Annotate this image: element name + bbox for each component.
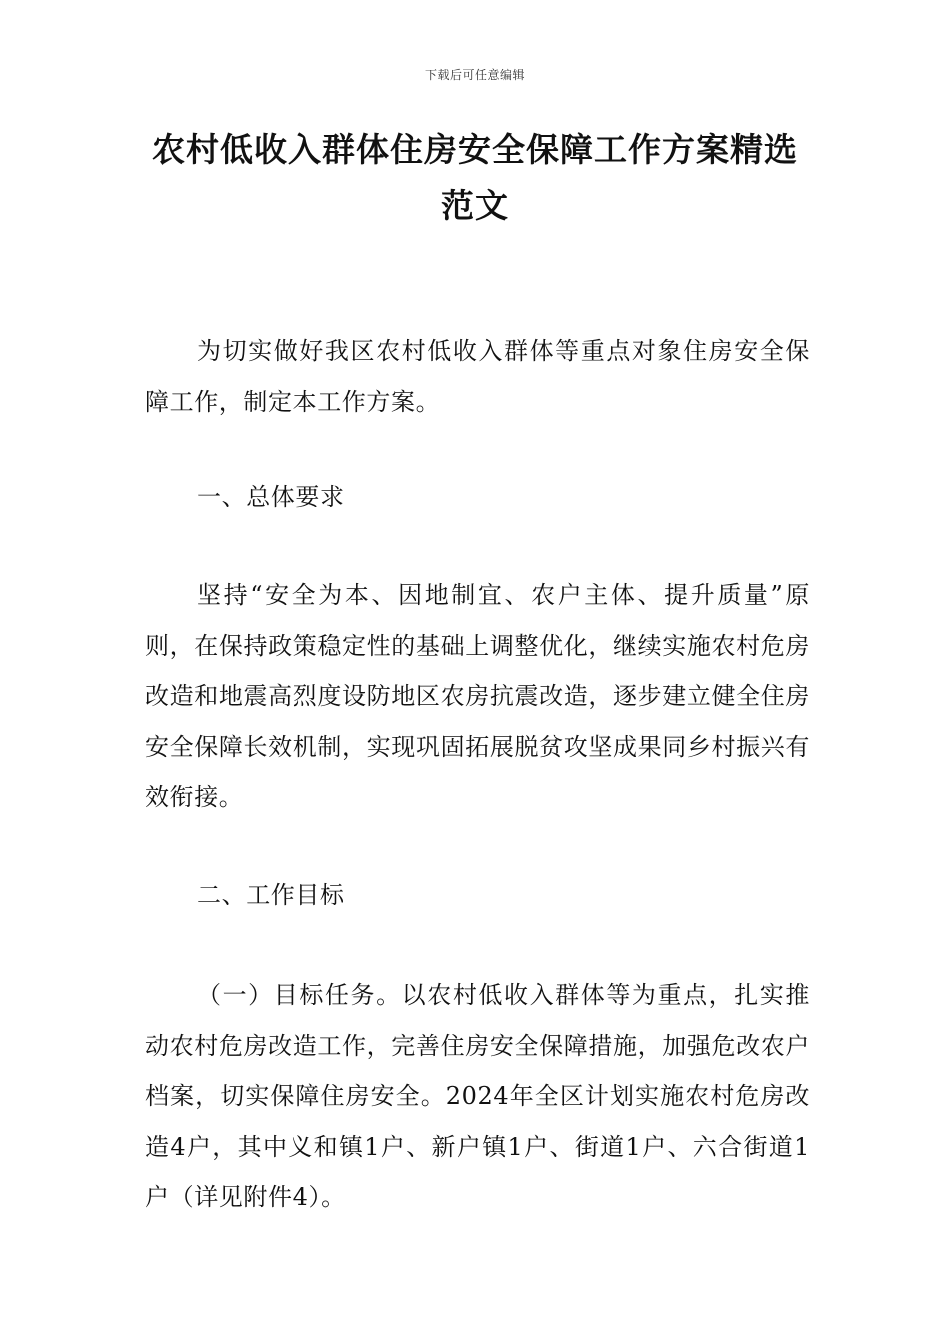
general-requirements-paragraph: 坚持“安全为本、因地制宜、农户主体、提升质量”原则，在保持政策稳定性的基础上调整优化，继续实施农村危房改造和地震高烈度设防地区农房抗震改造，逐步建立健全住房安全保障长效机制，实现巩固拓展脱贫攻坚成果同乡村振兴有效衔接。 xyxy=(145,581,810,811)
section-heading-general-requirements: 一、总体要求 xyxy=(197,483,345,511)
section-heading-work-goals: 二、工作目标 xyxy=(197,881,345,909)
work-goals-paragraph: （一）目标任务。以农村低收入群体等为重点，扎实推动农村危房改造工作，完善住房安全保障措施，加强危改农户档案，切实保障住房安全。2024年全区计划实施农村危房改造4户，其中义和镇1户、新户镇1户、街道1户、六合街道1户（详见附件4）。 xyxy=(145,981,810,1211)
document-title: 农村低收入群体住房安全保障工作方案精选范文 xyxy=(152,130,798,225)
intro-paragraph: 为切实做好我区农村低收入群体等重点对象住房安全保障工作，制定本工作方案。 xyxy=(145,337,810,416)
header-note: 下载后可任意编辑 xyxy=(424,68,525,82)
